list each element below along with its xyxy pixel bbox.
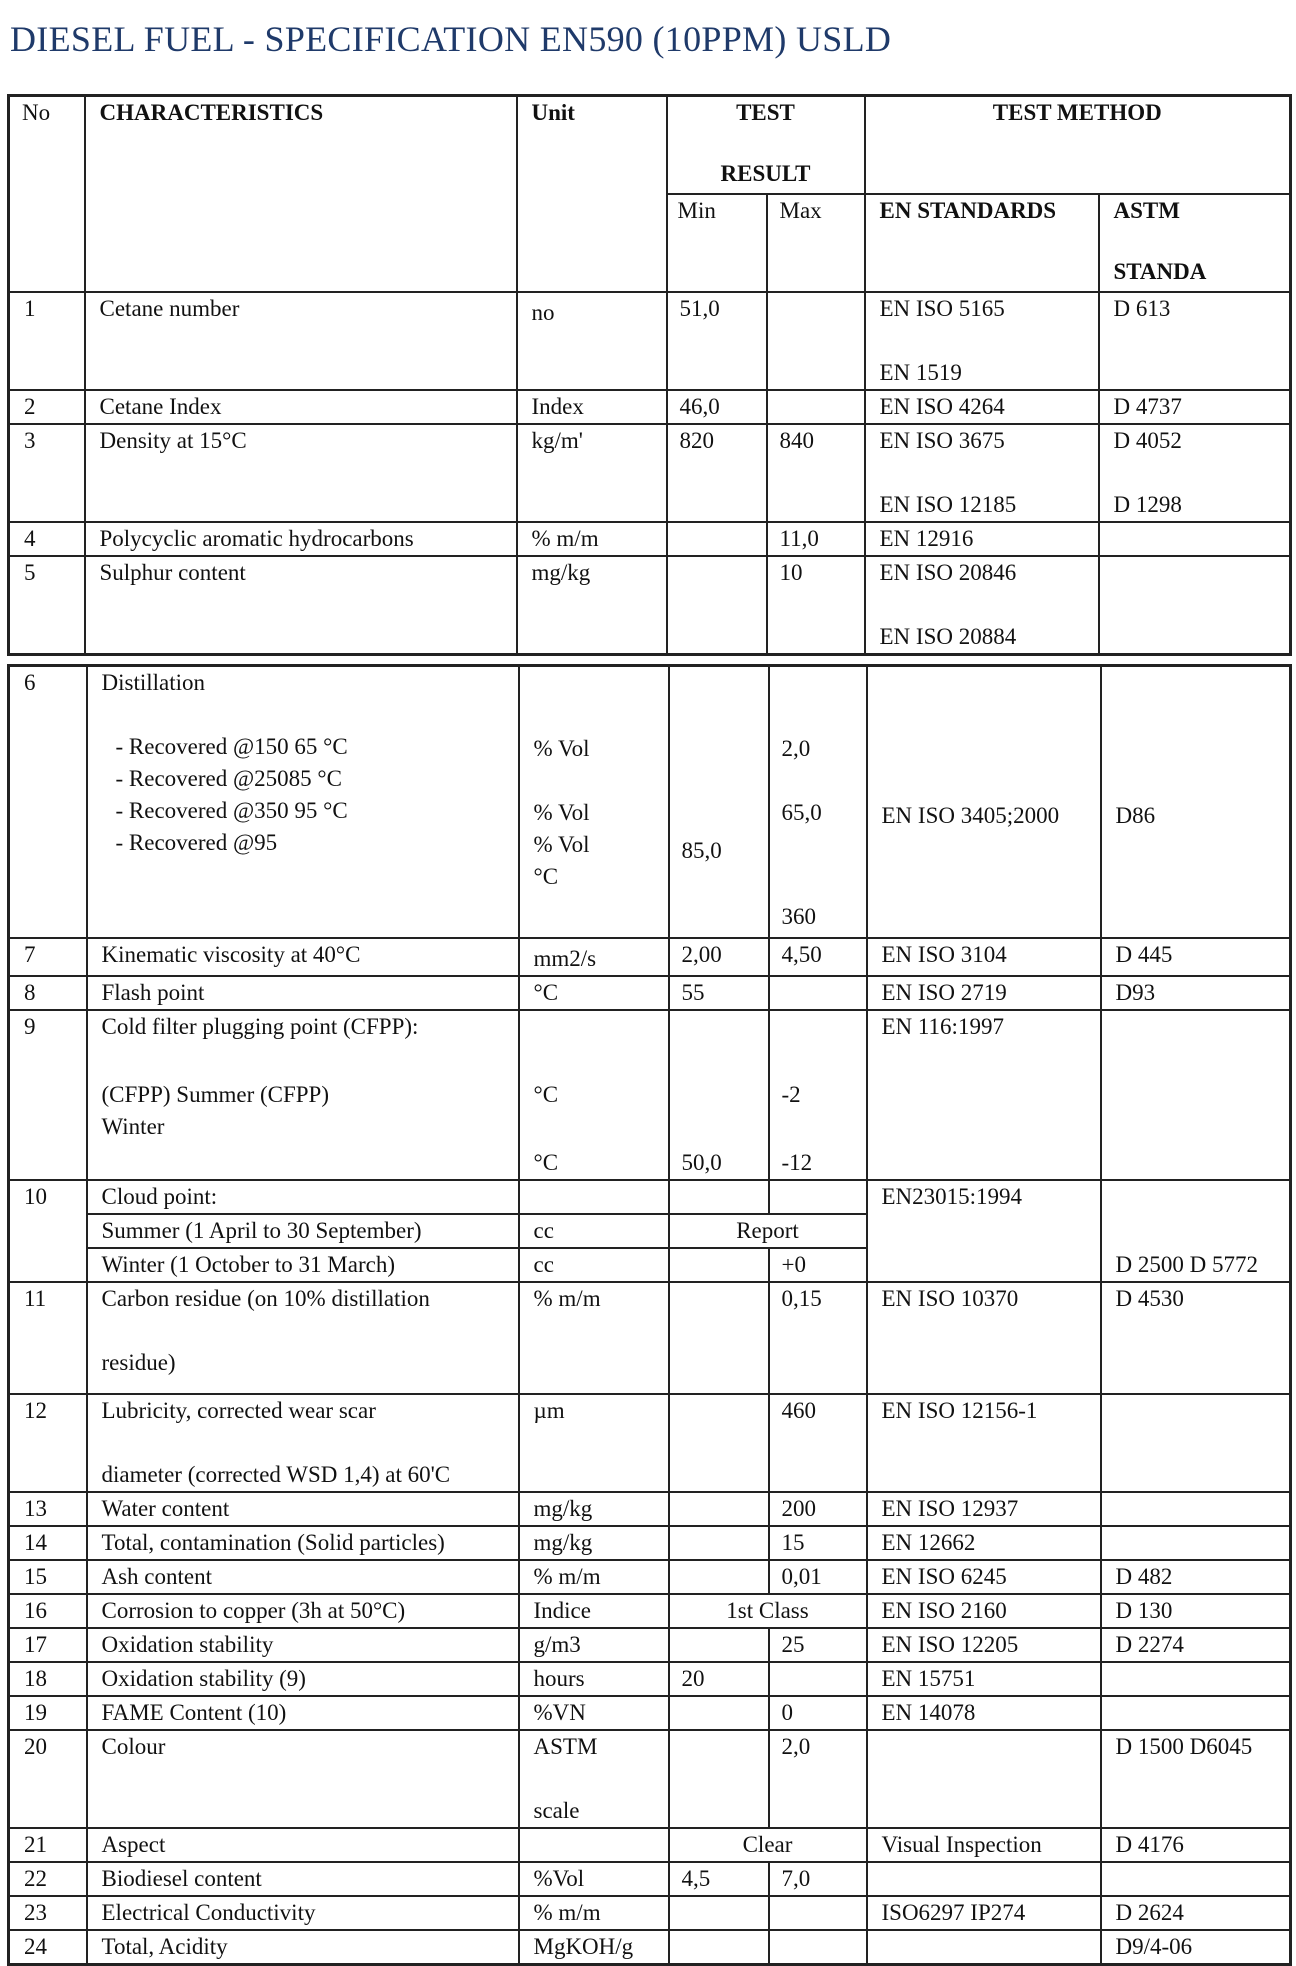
- row-characteristic: Biodiesel content: [87, 1862, 519, 1896]
- row-en-standard: EN ISO 3104: [867, 938, 1101, 976]
- row-max: [767, 292, 865, 390]
- row-astm: [1101, 1394, 1291, 1492]
- row-astm: [1101, 1696, 1291, 1730]
- header-test: TEST: [736, 100, 795, 125]
- header-astm: ASTM: [1113, 197, 1180, 223]
- table-row: [9, 1010, 1291, 1180]
- row-en-standard-2: EN ISO 20884: [879, 623, 1017, 649]
- row-min: [669, 1730, 769, 1828]
- row-characteristic: FAME Content (10): [87, 1696, 519, 1730]
- unit-3: % Vol: [533, 832, 590, 857]
- table-row: [9, 938, 1291, 976]
- distillation-sub-4: - Recovered @95: [115, 830, 278, 855]
- row-max: [769, 976, 867, 1010]
- row-characteristic: Electrical Conductivity: [87, 1896, 519, 1930]
- row-min: 2,00: [669, 938, 769, 976]
- row-max: [769, 1662, 867, 1696]
- row-astm: D9/4-06: [1101, 1930, 1291, 1965]
- row-astm: D 613: [1099, 292, 1291, 390]
- row-en-standard: EN 116:1997: [867, 1010, 1101, 1180]
- row-min: 46,0: [667, 390, 767, 424]
- min-1: 50,0: [681, 1149, 722, 1175]
- row-no: 22: [9, 1862, 87, 1896]
- row-no: 13: [9, 1492, 87, 1526]
- row-characteristic: Total, contamination (Solid particles): [87, 1526, 519, 1560]
- row-characteristic: [87, 666, 519, 938]
- table-row: [9, 1930, 1291, 1965]
- row-characteristic: Polycyclic aromatic hydrocarbons: [85, 522, 517, 556]
- row-unit: hours: [519, 1662, 669, 1696]
- table-row: [9, 1594, 1291, 1628]
- table-row: [9, 1696, 1291, 1730]
- row-unit: µm: [519, 1394, 669, 1492]
- row-no: 24: [9, 1930, 87, 1965]
- row-no: 9: [9, 1010, 87, 1180]
- row-unit: Index: [517, 390, 667, 424]
- header-astm-standards: [1099, 194, 1291, 292]
- row-max: 10: [767, 556, 865, 655]
- row-min: [667, 556, 767, 655]
- row-min: [669, 1010, 769, 1180]
- row-max: 2,0: [769, 1730, 867, 1828]
- row-characteristic: Kinematic viscosity at 40°C: [87, 938, 519, 976]
- row-astm: D 4176: [1101, 1828, 1291, 1862]
- row-en-standard: [867, 1862, 1101, 1896]
- row-characteristic: [87, 1010, 519, 1180]
- row-en-standard: EN ISO 12937: [867, 1492, 1101, 1526]
- row-max: 0: [769, 1696, 867, 1730]
- row-astm: D 1500 D6045: [1101, 1730, 1291, 1828]
- row-en-standard: [867, 1930, 1101, 1965]
- row-min: [669, 1628, 769, 1662]
- row-max: 11,0: [767, 522, 865, 556]
- max-2: -12: [781, 1149, 813, 1175]
- char-line-1: Lubricity, corrected wear scar: [101, 1397, 376, 1423]
- cfpp-label: Cold filter plugging point (CFPP):: [101, 1013, 419, 1039]
- row-astm: [1099, 424, 1291, 522]
- row-max: [767, 390, 865, 424]
- table-row: [9, 1730, 1291, 1828]
- row-astm: [1101, 1492, 1291, 1526]
- unit-1: °C: [533, 1081, 559, 1107]
- row-max: 25: [769, 1628, 867, 1662]
- header-en-standards: EN STANDARDS: [865, 194, 1099, 292]
- row-no: 7: [9, 938, 87, 976]
- distillation-sub-3: - Recovered @350 95 °C: [115, 798, 348, 823]
- row-characteristic: Cloud point:: [87, 1180, 519, 1214]
- row-en-standard: EN ISO 12205: [867, 1628, 1101, 1662]
- row-characteristic: Winter (1 October to 31 March): [87, 1248, 519, 1282]
- char-line-2: diameter (corrected WSD 1,4) at 60'C: [101, 1461, 451, 1487]
- row-no: 8: [9, 976, 87, 1010]
- row-no: 5: [9, 556, 85, 655]
- table-row: [9, 1896, 1291, 1930]
- row-characteristic: Water content: [87, 1492, 519, 1526]
- row-en-standard-1: EN ISO 20846: [879, 559, 1017, 585]
- table-row: [9, 390, 1291, 424]
- row-astm: [1101, 1862, 1291, 1896]
- row-unit: g/m3: [519, 1628, 669, 1662]
- row-no: 1: [9, 292, 85, 390]
- row-no: 19: [9, 1696, 87, 1730]
- row-astm: D 130: [1101, 1594, 1291, 1628]
- row-characteristic: Ash content: [87, 1560, 519, 1594]
- row-no: 23: [9, 1896, 87, 1930]
- row-characteristic: Flash point: [87, 976, 519, 1010]
- row-min: [669, 1248, 769, 1282]
- table-row: [9, 1492, 1291, 1526]
- header-max: Max: [767, 194, 865, 292]
- row-max: 0,15: [769, 1282, 867, 1394]
- table-row: [9, 1662, 1291, 1696]
- row-en-standard: EN23015:1994: [867, 1180, 1101, 1282]
- row-astm: [1099, 522, 1291, 556]
- min-1: 85,0: [681, 838, 722, 863]
- row-characteristic: [87, 1282, 519, 1394]
- row-astm: D 482: [1101, 1560, 1291, 1594]
- row-en-standard-2: EN ISO 12185: [879, 491, 1017, 517]
- row-en-standard: EN 12916: [865, 522, 1099, 556]
- row-characteristic: Cetane number: [85, 292, 517, 390]
- row-unit: cc: [519, 1248, 669, 1282]
- row-no: 18: [9, 1662, 87, 1696]
- table-row: [9, 522, 1291, 556]
- row-min: [669, 1930, 769, 1965]
- row-characteristic: Colour: [87, 1730, 519, 1828]
- header-test-method: TEST METHOD: [865, 96, 1291, 194]
- row-unit: % m/m: [519, 1560, 669, 1594]
- row-min: 820: [667, 424, 767, 522]
- row-en-standard: [865, 556, 1099, 655]
- row-max: 200: [769, 1492, 867, 1526]
- row-max: 840: [767, 424, 865, 522]
- row-astm: D 2274: [1101, 1628, 1291, 1662]
- row-no: 4: [9, 522, 85, 556]
- row-en-standard-1: EN ISO 3675: [879, 427, 1005, 453]
- row-en-standard: EN ISO 10370: [867, 1282, 1101, 1394]
- row-max: +0: [769, 1248, 867, 1282]
- row-no: 2: [9, 390, 85, 424]
- cfpp-winter: Winter: [101, 1113, 165, 1139]
- row-en-standard: EN ISO 2719: [867, 976, 1101, 1010]
- row-result: 1st Class: [669, 1594, 867, 1628]
- table-row: [9, 1828, 1291, 1862]
- row-no: 3: [9, 424, 85, 522]
- table-row: [9, 1628, 1291, 1662]
- row-min: 55: [669, 976, 769, 1010]
- row-en-standard: EN ISO 3405;2000: [867, 666, 1101, 938]
- row-astm: D 2500 D 5772: [1101, 1180, 1291, 1282]
- row-unit: [519, 666, 669, 938]
- row-unit: %VN: [519, 1696, 669, 1730]
- header-standa: STANDA: [1113, 258, 1207, 284]
- row-min: 51,0: [667, 292, 767, 390]
- header-test-result: [667, 96, 865, 194]
- row-en-standard: [865, 424, 1099, 522]
- row-astm: [1101, 1010, 1291, 1180]
- row-astm: [1101, 1662, 1291, 1696]
- row-en-standard: EN ISO 2160: [867, 1594, 1101, 1628]
- row-no: 16: [9, 1594, 87, 1628]
- row-unit: [519, 1730, 669, 1828]
- row-max: [769, 666, 867, 938]
- row-unit: MgKOH/g: [519, 1930, 669, 1965]
- unit-1: % Vol: [533, 736, 590, 761]
- row-unit: mm2/s: [519, 938, 669, 976]
- row-characteristic: [87, 1394, 519, 1492]
- row-astm-2: D 1298: [1113, 491, 1182, 517]
- row-characteristic: Sulphur content: [85, 556, 517, 655]
- row-en-standard: [867, 1730, 1101, 1828]
- row-max: [769, 1930, 867, 1965]
- row-min: [669, 1896, 769, 1930]
- row-max: [769, 1180, 867, 1214]
- row-no: 6: [9, 666, 87, 938]
- cfpp-summer: (CFPP) Summer (CFPP): [101, 1081, 330, 1107]
- row-unit: cc: [519, 1214, 669, 1248]
- row-min: [669, 1492, 769, 1526]
- table-row: [9, 666, 1291, 938]
- header-result: RESULT: [720, 161, 811, 186]
- row-unit: [519, 1180, 669, 1214]
- row-max: 15: [769, 1526, 867, 1560]
- row-en-standard: EN 12662: [867, 1526, 1101, 1560]
- row-astm: [1099, 556, 1291, 655]
- row-max: 0,01: [769, 1560, 867, 1594]
- row-min: [669, 1394, 769, 1492]
- row-unit: %Vol: [519, 1862, 669, 1896]
- row-en-standard: Visual Inspection: [867, 1828, 1101, 1862]
- char-line-2: residue): [101, 1349, 176, 1375]
- spec-table-part-1: [7, 94, 1292, 656]
- table-row: [9, 1282, 1291, 1394]
- row-no: 10: [9, 1180, 87, 1282]
- row-max: [769, 1010, 867, 1180]
- row-characteristic: Oxidation stability: [87, 1628, 519, 1662]
- max-2: 65,0: [781, 800, 822, 825]
- row-no: 15: [9, 1560, 87, 1594]
- row-characteristic: Oxidation stability (9): [87, 1662, 519, 1696]
- row-no: 14: [9, 1526, 87, 1560]
- row-min: [669, 1696, 769, 1730]
- header-min: Min: [667, 194, 767, 292]
- row-min: [667, 522, 767, 556]
- spec-table-part-2: [7, 664, 1292, 1966]
- row-astm: D 4530: [1101, 1282, 1291, 1394]
- row-no: 11: [9, 1282, 87, 1394]
- row-astm: D86: [1101, 666, 1291, 938]
- max-3: 360: [781, 904, 816, 929]
- table-row: [9, 556, 1291, 655]
- row-unit: % m/m: [519, 1282, 669, 1394]
- unit-2: scale: [533, 1797, 580, 1823]
- row-astm: [1101, 1526, 1291, 1560]
- table-row: [9, 1526, 1291, 1560]
- row-no: 17: [9, 1628, 87, 1662]
- row-astm: D 2624: [1101, 1896, 1291, 1930]
- row-max: 7,0: [769, 1862, 867, 1896]
- table-row: [9, 976, 1291, 1010]
- table-row: [9, 1560, 1291, 1594]
- row-unit: [519, 1828, 669, 1862]
- row-characteristic: Summer (1 April to 30 September): [87, 1214, 519, 1248]
- table-row: [9, 292, 1291, 390]
- row-characteristic: Cetane Index: [85, 390, 517, 424]
- row-en-standard: EN ISO 12156-1: [867, 1394, 1101, 1492]
- row-en-standard: EN 14078: [867, 1696, 1101, 1730]
- row-astm-1: D 4052: [1113, 427, 1182, 453]
- row-en-standard-2: EN 1519: [879, 359, 962, 385]
- row-en-standard: EN ISO 4264: [865, 390, 1099, 424]
- distillation-label: Distillation: [101, 670, 205, 695]
- row-no: 12: [9, 1394, 87, 1492]
- unit-2: °C: [533, 1149, 559, 1175]
- row-characteristic: Density at 15°C: [85, 424, 517, 522]
- row-no: 20: [9, 1730, 87, 1828]
- row-astm: D 4737: [1099, 390, 1291, 424]
- row-unit: % m/m: [519, 1896, 669, 1930]
- row-min: [669, 666, 769, 938]
- row-result: Report: [669, 1214, 867, 1248]
- header-no: No: [9, 96, 85, 292]
- row-unit: no: [517, 292, 667, 390]
- row-max: 4,50: [769, 938, 867, 976]
- header-unit: Unit: [517, 96, 667, 292]
- row-no: 21: [9, 1828, 87, 1862]
- row-unit: [519, 1010, 669, 1180]
- char-line-1: Carbon residue (on 10% distillation: [101, 1285, 430, 1311]
- row-unit: °C: [519, 976, 669, 1010]
- header-characteristics: CHARACTERISTICS: [85, 96, 517, 292]
- row-characteristic: Corrosion to copper (3h at 50°C): [87, 1594, 519, 1628]
- row-max: [769, 1896, 867, 1930]
- row-en-standard-1: EN ISO 5165: [879, 295, 1005, 321]
- row-unit: kg/m': [517, 424, 667, 522]
- row-astm: D 445: [1101, 938, 1291, 976]
- row-unit: Indice: [519, 1594, 669, 1628]
- row-min: 20: [669, 1662, 769, 1696]
- row-min: 4,5: [669, 1862, 769, 1896]
- unit-1: ASTM: [533, 1733, 598, 1759]
- row-unit: mg/kg: [519, 1492, 669, 1526]
- row-en-standard: EN 15751: [867, 1662, 1101, 1696]
- table-row: [9, 1180, 1291, 1214]
- row-astm: D93: [1101, 976, 1291, 1010]
- row-result: Clear: [669, 1828, 867, 1862]
- row-unit: mg/kg: [517, 556, 667, 655]
- unit-4: °C: [533, 864, 559, 889]
- table-row: [9, 424, 1291, 522]
- row-min: [669, 1180, 769, 1214]
- row-characteristic: Total, Acidity: [87, 1930, 519, 1965]
- row-en-standard: [865, 292, 1099, 390]
- max-1: -2: [781, 1081, 801, 1107]
- distillation-sub-1: - Recovered @150 65 °C: [115, 734, 348, 759]
- row-max: 460: [769, 1394, 867, 1492]
- table-row: [9, 1862, 1291, 1896]
- row-characteristic: Aspect: [87, 1828, 519, 1862]
- row-min: [669, 1282, 769, 1394]
- table-row: [9, 1394, 1291, 1492]
- max-1: 2,0: [781, 736, 811, 761]
- row-unit: mg/kg: [519, 1526, 669, 1560]
- row-en-standard: ISO6297 IP274: [867, 1896, 1101, 1930]
- unit-2: % Vol: [533, 800, 590, 825]
- row-min: [669, 1560, 769, 1594]
- row-en-standard: EN ISO 6245: [867, 1560, 1101, 1594]
- distillation-sub-2: - Recovered @25085 °C: [115, 766, 342, 791]
- document-title: DIESEL FUEL - SPECIFICATION EN590 (10PPM) USLD: [10, 19, 892, 59]
- row-min: [669, 1526, 769, 1560]
- row-unit: % m/m: [517, 522, 667, 556]
